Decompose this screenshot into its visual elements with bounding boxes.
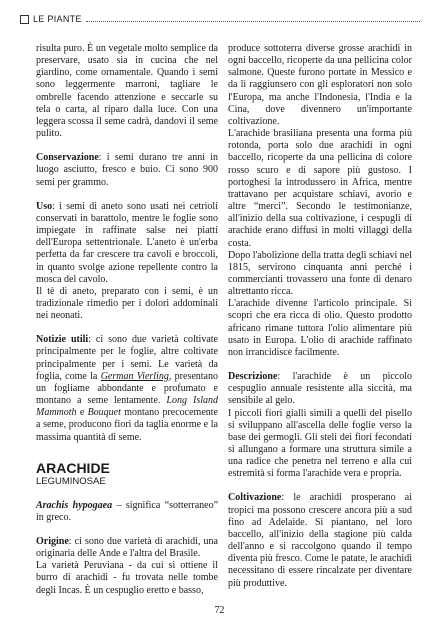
conservazione-paragraph <box>36 152 218 188</box>
section-family: LEGUMINOSAE <box>36 475 106 487</box>
origine-text: : ci sono due varietà di arachidi, una originaria delle Ande e l'altra del Brasile. <box>36 536 218 560</box>
notizie-text-3: e <box>76 407 88 419</box>
conservazione-text: : i semi durano tre anni in luogo asciutto, fresco e buio. Ci sono 900 semi per grammo. <box>36 152 218 188</box>
notizie-text-4: montano precocemente a seme, producono fiori da taglia enorme e la massima quantità di seme. <box>36 407 218 443</box>
descrizione-paragraph <box>228 371 412 407</box>
coltivazione-paragraph <box>228 492 412 589</box>
species-name: Arachis hypogaea <box>36 499 113 511</box>
uso-paragraph <box>36 201 218 286</box>
left-column <box>36 43 218 597</box>
page-number: 72 <box>214 605 225 616</box>
right-paragraph-4: L'arachide divenne l'articolo principale. Si scoprì che era ricca di olio. Questo prodotto africano rimane tuttora l'olio alimentare più usato in Europa. L'olio di arachide raffinato non irrancidisce facilmente. <box>228 298 412 358</box>
right-column <box>228 43 412 590</box>
coltivazione-label: Coltivazione <box>228 492 282 504</box>
right-paragraph-3: Dopo l'abolizione della tratta degli schiavi nel 1815, servirono cinquanta anni perché i commercianti trovassero una fonte di denaro altrettanto ricca. <box>228 249 412 298</box>
right-paragraph-1: produce sottoterra diverse grosse arachidi in ogni baccello, ricoperte da una pellicina color salmone. Queste furono portate in Messico e da lì raggiunsero con gli esploratori non solo l'Europa, ma anche l'Indonesia, l'India e la Cina, dove divennero un'importante coltivazione. <box>228 43 412 127</box>
section-title: ARACHIDE <box>36 459 110 476</box>
uso-paragraph-2: Il tè di aneto, preparato con i semi, è un tradizionale rimedio per i dolori addominali nei neonati. <box>36 285 218 322</box>
variety-bouquet: Bouquet <box>87 407 121 419</box>
descrizione-label: Descrizione <box>228 371 278 383</box>
origine-label: Origine <box>36 536 69 547</box>
variety-long-island-mammoth: Long Island Mammoth <box>36 395 218 419</box>
species-paragraph <box>36 500 218 524</box>
variety-german-vierling: German Vierling <box>100 370 169 382</box>
intro-paragraph: risulta puro. È un vegetale molto semplice da preservare, usato sia in cucina che nel giardino, come ornamentale. Quando i semi sono leggermente marroni, tagliare le ombrelle facendo attenzione e seccarle su tela o carta, al riparo dalla luce. Con una leggera scossa il seme cadrà, dandovi il seme pulito. <box>36 43 218 140</box>
header-square-icon <box>20 15 29 24</box>
coltivazione-text: : le arachidi prosperano ai tropici ma possono crescere ancora più a sud fino ad Adelaide. Si piantano, nel loro baccello, all'inizio della stagione più calda dell'anno e si raccolgono quando il tempo diventa più fresco. Come le patate, le arachidi necessitano di essere rincalzate per diventare più produttive. <box>228 492 412 589</box>
descrizione-text: : l'arachide è un piccolo cespuglio annuale resistente alla siccità, ma sensibile al gelo. <box>228 371 412 407</box>
header-title: LE PIANTE <box>33 14 82 24</box>
running-header <box>20 12 420 26</box>
uso-text: : i semi di aneto sono usati nei cetrioli conservati in barattolo, mentre le foglie sono impiegate in raffinate salse nei piatti dell'Europa settentrionale. L'aneto è un'erba perfetta da far crescere tra cavoli e broccoli, in quanto svolge azione repellente contro la mosca del cavolo. <box>36 200 218 285</box>
origine-paragraph-2: La varietà Peruviana - da cui si ottiene il burro di arachidi - fu trovata nelle tombe degli Incas. È un cespuglio eretto e basso, <box>36 560 218 596</box>
conservazione-label: Conservazione <box>36 152 99 164</box>
right-paragraph-2: L'arachide brasiliana presenta una forma più rotonda, porta solo due arachidi in ogni baccello, ricoperte da una pellicina di colore rosso scuro e di sapore più gustoso. I portoghesi la introdussero in Africa, mentre trattavano per acquistare schiavi, avorio e altre “merci”. Secondo le testimonianze, all'inizio della sua coltivazione, i cespugli di arachide erano diffusi in molti villaggi della costa. <box>228 128 412 249</box>
notizie-text-2: , presentano un fogliame abbondante e profumato e montano a seme lentamente. <box>36 370 218 407</box>
origine-paragraph <box>36 536 218 560</box>
species-text: – significa “sotterraneo” in greco. <box>36 499 219 523</box>
notizie-label: Notizie utili <box>36 334 89 346</box>
uso-label: Uso <box>36 200 53 212</box>
header-dotted-rule <box>86 21 420 22</box>
notizie-text-1: : ci sono due varietà coltivate principalmente per le foglie, altre coltivate principalmente per i semi. Le varietà da foglia, come la <box>36 334 218 382</box>
notizie-paragraph <box>36 334 218 443</box>
descrizione-paragraph-2: I piccoli fiori gialli simili a quelli del pisello si sviluppano all'ascella delle foglie verso la base dei germogli. Gli steli dei fiori fecondati si allungano a formare una struttura simile a una radice che penetra nel terreno e alla cui estremità si forma l'arachide vera e propria. <box>228 407 412 480</box>
